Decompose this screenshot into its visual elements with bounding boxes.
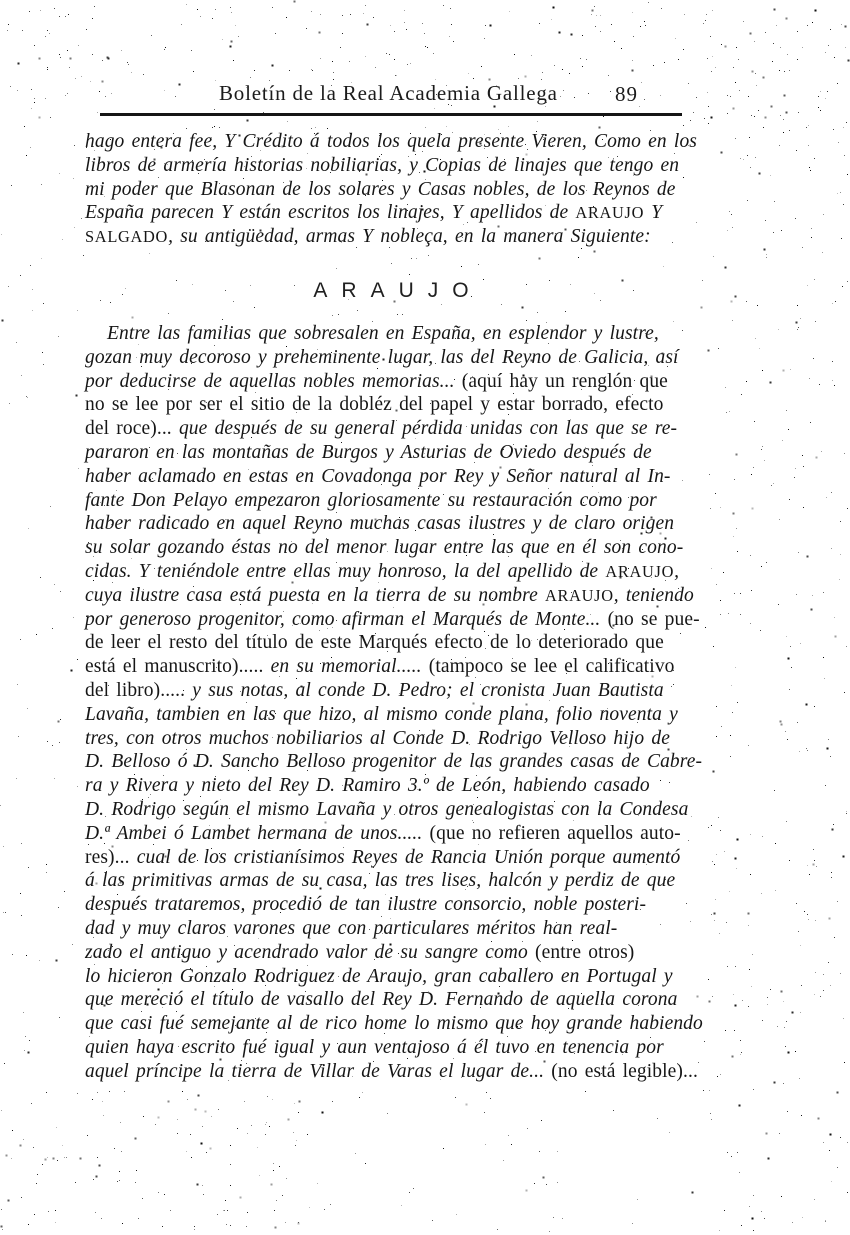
text-segment: D. Rodrigo según el mismo Lavaña y otros genealogistas con la Condesa bbox=[85, 798, 689, 820]
text-line bbox=[85, 584, 745, 608]
text-segment: mi poder que Blasonan de los solares y Casas nobles, de los Reynos de bbox=[85, 178, 676, 200]
text-segment: á las primitivas armas de su casa, las tres lises, halcón y perdiz de que bbox=[85, 870, 676, 892]
text-line bbox=[85, 489, 745, 513]
text-line bbox=[85, 988, 745, 1012]
text-segment: que después de su general pérdida unidas con las que se re- bbox=[178, 418, 678, 440]
text-line bbox=[85, 322, 745, 346]
text-line bbox=[85, 370, 745, 394]
text-line bbox=[85, 536, 745, 560]
text-segment: libros de armería historias nobiliarias, y Copias de linajes que tengo en bbox=[85, 154, 680, 176]
text-line bbox=[85, 869, 745, 893]
small-caps-name: ARAUJO bbox=[575, 203, 645, 223]
section-heading-araujo: ARAUJO bbox=[313, 279, 483, 302]
text-line bbox=[85, 917, 745, 941]
text-segment: no se lee por ser el sitio de la dobléz del papel y estar borrado, efecto bbox=[85, 394, 664, 416]
text-line bbox=[85, 608, 745, 632]
text-segment: fante Don Pelayo empezaron gloriosamente su restauración como por bbox=[85, 489, 657, 511]
text-line bbox=[85, 631, 745, 655]
scan-noise-speckles bbox=[0, 0, 1, 1]
header-rule-divider bbox=[100, 113, 682, 116]
text-segment: hago entera fee, Y Crédito á todos los quela presente Vieren, Como en los bbox=[85, 131, 697, 152]
text-segment: del libro)..... bbox=[85, 679, 193, 701]
text-segment: ra y Rivera y nieto del Rey D. Ramiro 3.º de León, habiendo casado bbox=[85, 775, 650, 797]
text-line bbox=[85, 655, 745, 679]
text-segment: por generoso progenitor, como afirman el Marqués de Monte... bbox=[85, 608, 608, 630]
text-segment: pararon en las montañas de Burgos y Asturias de Oviedo después de bbox=[85, 441, 652, 463]
text-segment: D.ª Ambei ó Lambet hermana de unos..... bbox=[85, 822, 430, 844]
text-segment: (aquí hay un renglón que bbox=[461, 370, 668, 392]
text-line bbox=[85, 822, 745, 846]
text-segment: haber aclamado en estas en Covadonga por Rey y Señor natural al In- bbox=[85, 465, 671, 487]
text-segment: y sus notas, al conde D. Pedro; el cronista Juan Bautista bbox=[192, 679, 664, 701]
text-segment: zado el antiguo y acendrado valor de su sangre como bbox=[85, 941, 536, 963]
text-segment: Lavaña, tambien en las que hizo, al mismo conde plana, folio noventa y bbox=[85, 703, 678, 725]
text-line bbox=[85, 560, 745, 584]
text-line bbox=[85, 178, 745, 202]
text-segment: aquel príncipe la tierra de Villar de Varas el lugar de... bbox=[85, 1060, 552, 1082]
text-line bbox=[85, 846, 745, 870]
page-number: 89 bbox=[615, 82, 638, 106]
text-segment: después trataremos, procedió de tan ilustre consorcio, noble posteri- bbox=[85, 894, 647, 916]
text-segment: D. Belloso ó D. Sancho Belloso progenitor de las grandes casas de Cabre- bbox=[85, 751, 703, 773]
text-line bbox=[85, 130, 745, 154]
text-segment: , su antigüedad, armas Y nobleça, en la manera Siguiente: bbox=[168, 226, 651, 248]
text-segment: del roce)... bbox=[85, 418, 179, 440]
text-line bbox=[85, 441, 745, 465]
text-segment: haber radicado en aquel Reyno muchas casas ilustres y de claro origen bbox=[85, 513, 675, 535]
text-line bbox=[85, 1012, 745, 1036]
text-segment: Y bbox=[644, 202, 663, 224]
text-line bbox=[85, 703, 745, 727]
text-segment: (que no refieren aquellos auto- bbox=[429, 822, 681, 844]
text-segment: lo hicieron Gonzalo Rodriguez de Araujo, gran caballero en Portugal y bbox=[85, 965, 673, 987]
text-line bbox=[85, 965, 745, 989]
text-line bbox=[85, 393, 745, 417]
text-line bbox=[85, 346, 745, 370]
text-line bbox=[85, 941, 745, 965]
text-segment: (tampoco se lee el calificativo bbox=[421, 656, 675, 678]
text-segment: que casi fué semejante al de rico home lo mismo que hoy grande habiendo bbox=[85, 1013, 703, 1035]
text-segment: cual de los cristianísimos Reyes de Rancia Unión porque aumentó bbox=[136, 846, 681, 868]
small-caps-name: SALGADO bbox=[85, 227, 169, 247]
text-segment: dad y muy claros varones que con particulares méritos han real- bbox=[85, 917, 618, 939]
small-caps-name: ARAUJO bbox=[605, 561, 675, 581]
text-line bbox=[85, 679, 745, 703]
text-segment: España parecen Y están escritos los linajes, Y apellidos de bbox=[85, 202, 576, 224]
text-segment: , teniendo bbox=[613, 584, 694, 606]
text-segment: cuya ilustre casa está puesta en la tierra de su nombre bbox=[85, 584, 545, 606]
text-segment: (no está legible)... bbox=[551, 1060, 698, 1082]
text-segment: gozan muy decoroso y preheminente lugar, las del Reyno de Galicia, así bbox=[85, 346, 679, 368]
text-segment: está el manuscrito)..... bbox=[85, 656, 271, 678]
text-segment: res)... bbox=[85, 846, 137, 868]
journal-header-title: Boletín de la Real Academia Gallega bbox=[219, 81, 558, 105]
text-line bbox=[85, 750, 745, 774]
text-segment: quien haya escrito fué igual y aun ventajoso á él tuvo en tenencia por bbox=[85, 1036, 664, 1058]
text-line bbox=[85, 727, 745, 751]
text-segment: en su memorial..... bbox=[270, 656, 422, 678]
text-line bbox=[85, 512, 745, 536]
text-segment: (no se pue- bbox=[607, 608, 700, 630]
text-segment: (entre otros) bbox=[535, 941, 635, 963]
paragraph-body-text bbox=[85, 322, 745, 1084]
text-line bbox=[85, 893, 745, 917]
text-line bbox=[85, 1036, 745, 1060]
text-line bbox=[85, 201, 745, 225]
text-segment: que mereció el título de vasallo del Rey D. Fernando de aquella corona bbox=[85, 989, 678, 1011]
text-line bbox=[85, 225, 745, 249]
text-line bbox=[85, 465, 745, 489]
paragraph-intro-quote bbox=[85, 130, 745, 249]
text-line bbox=[85, 1060, 745, 1084]
text-segment: Entre las familias que sobresalen en España, en esplendor y lustre, bbox=[107, 323, 659, 344]
text-segment: tres, con otros muchos nobiliarios al Conde D. Rodrigo Velloso hijo de bbox=[85, 727, 670, 749]
text-segment: su solar gozando éstas no del menor lugar entre las que en él son cono- bbox=[85, 537, 684, 559]
text-line bbox=[85, 154, 745, 178]
text-segment: , bbox=[674, 560, 680, 582]
small-caps-name: ARAUJO bbox=[545, 585, 614, 605]
text-line bbox=[85, 417, 745, 441]
text-line bbox=[85, 774, 745, 798]
text-segment: por deducirse de aquellas nobles memorias... bbox=[85, 370, 462, 392]
text-line bbox=[85, 798, 745, 822]
text-segment: de leer el resto del título de este Marqués efecto de lo deteriorado que bbox=[85, 632, 664, 654]
text-segment: cidas. Y teniéndole entre ellas muy honroso, la del apellido de bbox=[85, 560, 606, 582]
